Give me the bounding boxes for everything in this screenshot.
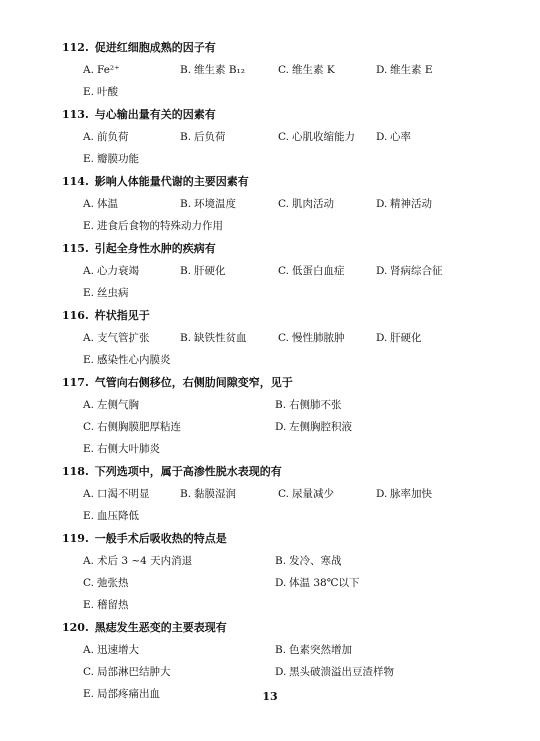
option-text: 右侧肺不张 <box>289 399 342 411</box>
answer-option <box>278 196 376 212</box>
answer-option <box>278 330 376 346</box>
option-text: 维生素 E <box>390 64 433 76</box>
question-block <box>62 240 462 301</box>
option-letter: E. <box>83 153 95 165</box>
answer-option <box>83 486 180 502</box>
option-letter: C. <box>278 198 289 210</box>
question-text: 下列选项中，属于高渗性脱水表现的有 <box>94 465 282 478</box>
option-text: 左侧气胸 <box>97 399 139 411</box>
answer-option <box>83 285 486 301</box>
answer-option <box>83 352 486 368</box>
option-letter: B. <box>275 399 287 411</box>
question-text: 气管向右侧移位，右侧肋间隙变窄，见于 <box>94 376 293 389</box>
option-text: 心肌收缩能力 <box>292 131 355 143</box>
option-letter: D. <box>275 421 287 433</box>
option-letter: C. <box>83 421 94 433</box>
option-text: 低蛋白血症 <box>292 265 345 277</box>
question-text: 一般手术后吸收热的特点是 <box>94 532 227 545</box>
question-block <box>62 463 462 524</box>
answer-option <box>83 151 486 167</box>
option-letter: D. <box>376 332 388 344</box>
question-block <box>62 173 462 234</box>
option-letter: E. <box>83 86 95 98</box>
option-text: 黑头破溃溢出豆渣样物 <box>289 666 394 678</box>
option-list <box>83 486 462 524</box>
option-text: 感染性心内膜炎 <box>97 354 171 366</box>
answer-option <box>376 129 486 145</box>
option-text: 发冷、寒战 <box>289 555 342 567</box>
question-text: 与心输出量有关的因素有 <box>94 108 216 121</box>
answer-option <box>180 196 278 212</box>
answer-option <box>376 330 486 346</box>
answer-option <box>376 486 486 502</box>
option-text: 弛张热 <box>97 577 129 589</box>
option-text: 肌肉活动 <box>292 198 334 210</box>
option-letter: C. <box>278 265 289 277</box>
option-text: 右侧大叶肺炎 <box>97 443 160 455</box>
option-text: 前负荷 <box>97 131 129 143</box>
answer-option <box>275 397 475 413</box>
option-text: 心力衰竭 <box>97 265 139 277</box>
option-letter: B. <box>180 198 192 210</box>
answer-option <box>180 263 278 279</box>
question-title <box>62 619 462 636</box>
question-number: 120. <box>62 621 89 634</box>
option-text: 稽留热 <box>97 599 129 611</box>
option-letter: B. <box>180 64 192 76</box>
option-letter: D. <box>376 131 388 143</box>
option-text: 维生素 K <box>292 64 335 76</box>
answer-option <box>83 553 275 569</box>
question-number: 119. <box>62 532 89 545</box>
answer-option <box>83 330 180 346</box>
option-letter: A. <box>83 198 94 210</box>
option-letter: E. <box>83 599 95 611</box>
answer-option <box>83 129 180 145</box>
option-letter: D. <box>376 198 388 210</box>
option-letter: B. <box>180 131 192 143</box>
option-list <box>83 263 462 301</box>
question-title <box>62 530 462 547</box>
option-text: 维生素 B₁₂ <box>194 64 245 76</box>
question-title <box>62 307 462 324</box>
option-text: 左侧胸腔积液 <box>289 421 352 433</box>
question-title <box>62 173 462 190</box>
answer-option <box>83 196 180 212</box>
answer-option <box>278 129 376 145</box>
option-letter: C. <box>83 577 94 589</box>
question-title <box>62 39 462 56</box>
question-text: 杵状指见于 <box>94 309 150 322</box>
question-title <box>62 106 462 123</box>
option-letter: C. <box>278 64 289 76</box>
option-text: 口渴不明显 <box>97 488 150 500</box>
option-letter: A. <box>83 64 94 76</box>
question-block <box>62 39 462 100</box>
option-letter: C. <box>278 332 289 344</box>
option-text: 环境温度 <box>194 198 236 210</box>
question-text: 引起全身性水肿的疾病有 <box>94 242 216 255</box>
option-letter: C. <box>83 666 94 678</box>
answer-option <box>83 441 475 457</box>
question-title <box>62 240 462 257</box>
question-text: 黑痣发生恶变的主要表现有 <box>94 621 227 634</box>
option-list <box>83 129 462 167</box>
question-title <box>62 463 462 480</box>
option-letter: E. <box>83 443 95 455</box>
answer-option <box>180 129 278 145</box>
option-letter: A. <box>83 644 94 656</box>
option-letter: A. <box>83 332 94 344</box>
answer-option <box>275 575 475 591</box>
option-text: 色素突然增加 <box>289 644 352 656</box>
question-block <box>62 307 462 368</box>
option-text: 右侧胸膜肥厚粘连 <box>97 421 181 433</box>
answer-option <box>83 508 486 524</box>
option-letter: C. <box>278 131 289 143</box>
answer-option <box>83 397 275 413</box>
answer-option <box>83 575 275 591</box>
option-text: 黏膜湿润 <box>194 488 236 500</box>
option-text: 肾病综合征 <box>390 265 443 277</box>
option-list <box>83 196 462 234</box>
answer-option <box>278 486 376 502</box>
option-text: 脉率加快 <box>390 488 432 500</box>
answer-option <box>83 642 275 658</box>
option-letter: A. <box>83 488 94 500</box>
answer-option <box>278 263 376 279</box>
option-letter: B. <box>180 265 192 277</box>
answer-option <box>83 218 486 234</box>
option-letter: D. <box>275 577 287 589</box>
option-letter: D. <box>376 488 388 500</box>
option-letter: B. <box>275 644 287 656</box>
option-text: 精神活动 <box>390 198 432 210</box>
question-number: 114. <box>62 175 89 188</box>
question-number: 117. <box>62 376 89 389</box>
question-block <box>62 106 462 167</box>
option-text: 进食后食物的特殊动力作用 <box>97 220 223 232</box>
option-letter: B. <box>275 555 287 567</box>
option-text: 局部淋巴结肿大 <box>97 666 171 678</box>
answer-option <box>376 62 486 78</box>
question-block <box>62 374 462 457</box>
option-list <box>83 330 462 368</box>
option-text: 支气管扩张 <box>97 332 150 344</box>
option-letter: D. <box>376 265 388 277</box>
option-text: 血压降低 <box>97 510 139 522</box>
answer-option <box>180 330 278 346</box>
answer-option <box>83 419 275 435</box>
question-number: 118. <box>62 465 89 478</box>
question-text: 影响人体能量代谢的主要因素有 <box>94 175 249 188</box>
question-title <box>62 374 462 391</box>
option-text: 肝硬化 <box>390 332 422 344</box>
option-text: 丝虫病 <box>97 287 129 299</box>
answer-option <box>275 664 475 680</box>
option-letter: A. <box>83 131 94 143</box>
option-list <box>83 397 462 457</box>
answer-option <box>275 419 475 435</box>
answer-option <box>83 597 475 613</box>
question-number: 116. <box>62 309 89 322</box>
answer-option <box>275 553 475 569</box>
question-block <box>62 530 462 613</box>
option-text: 叶酸 <box>97 86 118 98</box>
question-number: 115. <box>62 242 89 255</box>
question-text: 促进红细胞成熟的因子有 <box>94 41 216 54</box>
answer-option <box>180 486 278 502</box>
answer-option <box>83 263 180 279</box>
option-letter: E. <box>83 688 95 700</box>
page-number: 13 <box>262 690 278 703</box>
option-text: 心率 <box>390 131 411 143</box>
option-text: 缺铁性贫血 <box>194 332 247 344</box>
question-list <box>62 39 462 708</box>
option-text: 尿量减少 <box>292 488 334 500</box>
option-list <box>83 62 462 100</box>
option-letter: E. <box>83 354 95 366</box>
question-number: 113. <box>62 108 89 121</box>
option-list <box>83 553 462 613</box>
answer-option <box>275 642 475 658</box>
option-text: 慢性肺脓肿 <box>292 332 345 344</box>
answer-option <box>376 196 486 212</box>
answer-option <box>278 62 376 78</box>
option-letter: E. <box>83 287 95 299</box>
answer-option <box>83 84 486 100</box>
option-letter: B. <box>180 488 192 500</box>
option-letter: D. <box>376 64 388 76</box>
option-text: 后负荷 <box>194 131 226 143</box>
answer-option <box>180 62 278 78</box>
option-text: 瓣膜功能 <box>97 153 139 165</box>
answer-option <box>376 263 486 279</box>
option-letter: A. <box>83 265 94 277</box>
option-letter: A. <box>83 399 94 411</box>
option-text: 肝硬化 <box>194 265 226 277</box>
option-text: 体温 38℃以下 <box>289 577 360 589</box>
question-number: 112. <box>62 41 89 54</box>
answer-option <box>83 62 180 78</box>
option-letter: B. <box>180 332 192 344</box>
option-letter: C. <box>278 488 289 500</box>
option-letter: E. <box>83 220 95 232</box>
answer-option <box>83 664 275 680</box>
option-text: Fe²⁺ <box>97 64 120 76</box>
option-text: 术后 3 ~4 天内消退 <box>97 555 193 567</box>
option-letter: D. <box>275 666 287 678</box>
option-text: 迅速增大 <box>97 644 139 656</box>
option-letter: E. <box>83 510 95 522</box>
option-letter: A. <box>83 555 94 567</box>
option-text: 局部疼痛出血 <box>97 688 160 700</box>
option-text: 体温 <box>97 198 118 210</box>
